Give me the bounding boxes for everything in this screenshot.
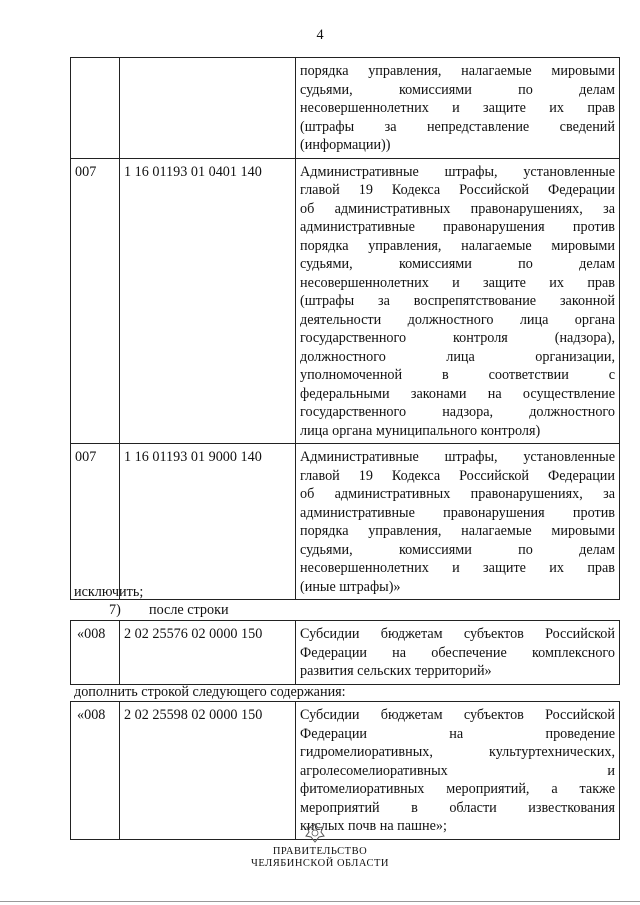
kbk-code-cell: 2 02 25598 02 0000 150: [120, 702, 296, 840]
bottom-divider: [0, 901, 640, 902]
admin-code-cell: 007: [71, 444, 120, 600]
description-line: главой 19 Кодекса Российской Федерации: [300, 467, 615, 484]
description-line: гидромелиоративных, культуртехнических,: [300, 744, 615, 760]
footer-line: ПРАВИТЕЛЬСТВО: [272, 846, 368, 857]
description-line: несовершеннолетних и защите их прав: [300, 100, 615, 116]
description-line: кислых почв на пашне»;: [300, 818, 447, 834]
description-line: мероприятий в области известкования: [300, 799, 615, 816]
description-cell: [296, 444, 620, 600]
description-cell: [296, 158, 620, 444]
description-line: несовершеннолетних и защите их прав: [300, 560, 615, 576]
description-line: (информации)): [300, 137, 391, 153]
page-number: 4: [316, 27, 324, 43]
description-line: фитомелиоративных мероприятий, а также: [300, 781, 615, 797]
admin-code-cell: [71, 58, 120, 159]
description-line: судьями, комиссиями по делам: [300, 541, 615, 558]
admin-code-cell: «008: [71, 621, 120, 685]
kbk-code-cell: 1 16 01193 01 0401 140: [120, 158, 296, 444]
description-line: судьями, комиссиями по делам: [300, 81, 615, 98]
description-line: (штрафы за непредставление сведений: [300, 118, 615, 135]
admin-code-cell: «008: [71, 702, 120, 840]
description-line: судьями, комиссиями по делам: [300, 256, 615, 272]
description-line: должностного лица организации,: [300, 348, 615, 365]
footer-line: ЧЕЛЯБИНСКОЙ ОБЛАСТИ: [251, 858, 389, 869]
admin-code-cell: 007: [71, 158, 120, 444]
description-line: уполномоченной в соответствии с: [300, 367, 615, 383]
description-line: порядка управления, налагаемые мировыми: [300, 63, 615, 79]
description-line: Федерации на проведение: [300, 725, 615, 742]
description-line: (иные штрафы)»: [300, 578, 401, 595]
budget-codes-table-added: [70, 701, 620, 840]
add-instruction: дополнить строкой следующего содержания:: [74, 684, 346, 700]
kbk-code-cell: 2 02 25576 02 0000 150: [120, 621, 296, 685]
description-line: об административных правонарушениях, за: [300, 486, 615, 502]
coat-of-arms-icon: [303, 822, 327, 844]
table-row: [71, 702, 620, 840]
description-line: (штрафы за воспрепятствование законной: [300, 293, 615, 309]
table-row: [71, 621, 620, 685]
exclude-instruction: исключить;: [74, 584, 144, 600]
description-cell: [296, 702, 620, 840]
description-line: Субсидии бюджетам субъектов Российской: [300, 626, 615, 642]
description-line: порядка управления, налагаемые мировыми: [300, 523, 615, 539]
kbk-code-cell: [120, 58, 296, 159]
budget-codes-table-excluded: [70, 57, 620, 600]
description-line: лица органа муниципального контроля): [300, 422, 541, 439]
government-footer: [0, 846, 640, 870]
table-row: [71, 58, 620, 159]
description-line: несовершеннолетних и защите их прав: [300, 274, 615, 291]
description-cell: [296, 58, 620, 159]
budget-codes-table-anchor: [70, 620, 620, 685]
description-line: агролесомелиоративных и: [300, 762, 615, 779]
description-line: Административные штрафы, установленные: [300, 163, 615, 180]
description-line: развития сельских территорий»: [300, 663, 492, 679]
kbk-code-cell: 1 16 01193 01 9000 140: [120, 444, 296, 600]
description-line: Федерации на обеспечение комплексного: [300, 644, 615, 661]
description-line: государственного контроля (надзора),: [300, 330, 615, 346]
description-line: Субсидии бюджетам субъектов Российской: [300, 707, 615, 723]
description-line: деятельности должностного лица органа: [300, 311, 615, 328]
item-7-text: после строки: [149, 602, 229, 618]
description-line: федеральными законами на осуществление: [300, 385, 615, 402]
description-line: главой 19 Кодекса Российской Федерации: [300, 182, 615, 198]
description-line: об административных правонарушениях, за: [300, 200, 615, 217]
description-line: Административные штрафы, установленные: [300, 449, 615, 465]
item-7-number: 7): [109, 602, 121, 618]
description-cell: [296, 621, 620, 685]
description-line: административные правонарушения против: [300, 504, 615, 521]
table-row: [71, 444, 620, 600]
description-line: административные правонарушения против: [300, 219, 615, 235]
description-line: порядка управления, налагаемые мировыми: [300, 237, 615, 254]
description-line: государственного надзора, должностного: [300, 404, 615, 420]
table-row: [71, 158, 620, 444]
